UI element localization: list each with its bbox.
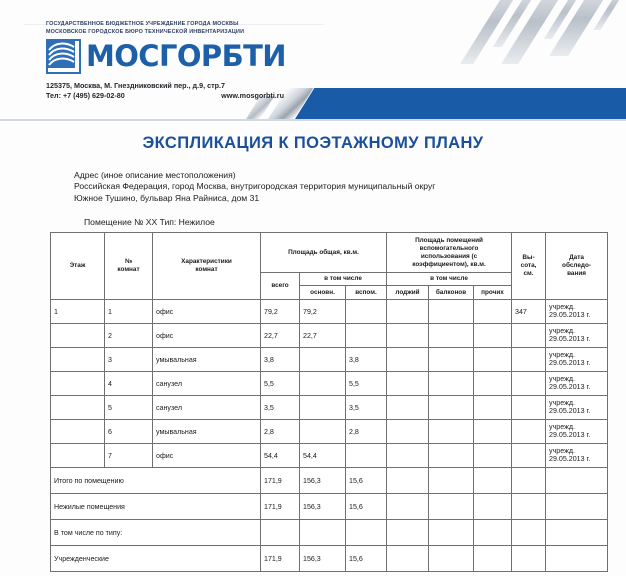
cell-area-all: 22,7 [261, 324, 300, 348]
cell-room-no: 4 [105, 372, 153, 396]
cell-other [474, 520, 512, 546]
survey-date-value: 29.05.2013 г. [549, 382, 591, 391]
cell-area-main [300, 348, 346, 372]
cell-floor [51, 372, 105, 396]
address-caption: Адрес (иное описание местоположения) [74, 170, 236, 180]
col-header-loggias: лоджий [387, 286, 429, 300]
survey-date-type: учрежд. [549, 375, 575, 384]
cell-height [512, 396, 546, 420]
col-header-aux: вспом. [346, 286, 387, 300]
cell-area-all: 3,5 [261, 396, 300, 420]
col-header-characteristics [153, 233, 261, 300]
cell-height [512, 468, 546, 494]
cell-other [474, 372, 512, 396]
cell-other [474, 324, 512, 348]
cell-balconies [429, 300, 474, 324]
cell-room-no: 5 [105, 396, 153, 420]
cell-other [474, 494, 512, 520]
cell-survey-date [546, 468, 608, 494]
cell-room-no: 2 [105, 324, 153, 348]
col-header-room-no-l2: комнат [117, 266, 140, 273]
cell-balconies [429, 372, 474, 396]
col-header-balconies: балконов [429, 286, 474, 300]
col-header-all: всего [261, 273, 300, 300]
cell-other [474, 468, 512, 494]
table-row [51, 396, 608, 420]
col-header-floor: Этаж [51, 233, 105, 300]
col-header-height [512, 233, 546, 300]
contact-phone: Тел: +7 (495) 629-02-80 [46, 91, 125, 100]
cell-floor [51, 444, 105, 468]
cell-other [474, 546, 512, 572]
cell-area-aux: 3,8 [346, 348, 387, 372]
cell-balconies [429, 396, 474, 420]
table-row [51, 372, 608, 396]
cell-area-all: 171,9 [261, 468, 300, 494]
col-header-other: прочих [474, 286, 512, 300]
table-summary-row [51, 468, 608, 494]
cell-room-no: 1 [105, 300, 153, 324]
cell-area-main [300, 396, 346, 420]
blue-banner-bar [295, 88, 626, 119]
cell-floor [51, 396, 105, 420]
cell-survey-date [546, 300, 608, 324]
table-summary-row [51, 494, 608, 520]
cell-summary-label: В том числе по типу: [51, 520, 261, 546]
col-header-survey-date-l2: обследо- [562, 262, 591, 269]
cell-floor [51, 324, 105, 348]
cell-area-main [300, 372, 346, 396]
cell-area-main: 79,2 [300, 300, 346, 324]
cell-survey-date [546, 520, 608, 546]
col-header-characteristics-l1: Характеристики [181, 258, 232, 265]
cell-area-all: 3,8 [261, 348, 300, 372]
address-block [74, 170, 594, 204]
table-row [51, 324, 608, 348]
col-header-survey-date [546, 233, 608, 300]
cell-area-aux: 3,5 [346, 396, 387, 420]
cell-room-no: 7 [105, 444, 153, 468]
cell-area-aux [346, 300, 387, 324]
col-header-total-area: Площадь общая, кв.м. [261, 233, 387, 273]
cell-loggias [387, 300, 429, 324]
cell-height [512, 348, 546, 372]
survey-date-value: 29.05.2013 г. [549, 310, 591, 319]
logo-row [46, 39, 296, 74]
table-row [51, 348, 608, 372]
org-name-line-1: ГОСУДАРСТВЕННОЕ БЮДЖЕТНОЕ УЧРЕЖДЕНИЕ ГОРОДА МОСКВЫ [46, 21, 239, 27]
cell-characteristics: санузел [153, 396, 261, 420]
cell-survey-date [546, 420, 608, 444]
premise-line: Помещение № XX Тип: Нежилое [84, 217, 215, 227]
cell-floor [51, 348, 105, 372]
survey-date-type: учрежд. [549, 399, 575, 408]
survey-date-value: 29.05.2013 г. [549, 454, 591, 463]
cell-area-aux: 2,8 [346, 420, 387, 444]
cell-area-all: 2,8 [261, 420, 300, 444]
cell-characteristics: санузел [153, 372, 261, 396]
cell-area-main: 156,3 [300, 494, 346, 520]
cell-balconies [429, 494, 474, 520]
page-title: ЭКСПЛИКАЦИЯ К ПОЭТАЖНОМУ ПЛАНУ [142, 134, 484, 152]
table-row [51, 300, 608, 324]
cell-loggias [387, 348, 429, 372]
cell-summary-label: Нежилые помещения [51, 494, 261, 520]
cell-loggias [387, 494, 429, 520]
cell-area-aux: 15,6 [346, 468, 387, 494]
cell-survey-date [546, 396, 608, 420]
cell-loggias [387, 324, 429, 348]
cell-loggias [387, 520, 429, 546]
cell-balconies [429, 546, 474, 572]
cell-other [474, 348, 512, 372]
cell-height [512, 372, 546, 396]
cell-loggias [387, 420, 429, 444]
cell-balconies [429, 324, 474, 348]
cell-area-all: 171,9 [261, 494, 300, 520]
cell-area-main: 156,3 [300, 546, 346, 572]
col-header-room-no [105, 233, 153, 300]
explication-table-body [51, 300, 608, 572]
survey-date-value: 29.05.2013 г. [549, 430, 591, 439]
col-header-main: основн. [300, 286, 346, 300]
cell-area-main: 156,3 [300, 468, 346, 494]
cell-area-aux [346, 444, 387, 468]
cell-area-all [261, 520, 300, 546]
cell-other [474, 420, 512, 444]
cell-area-aux: 15,6 [346, 546, 387, 572]
cell-loggias [387, 372, 429, 396]
cell-survey-date [546, 494, 608, 520]
org-name-line-2: МОСКОВСКОЕ ГОРОДСКОЕ БЮРО ТЕХНИЧЕСКОЙ ИНВЕНТАРИЗАЦИИ [46, 29, 245, 35]
cell-characteristics: умывальная [153, 420, 261, 444]
cell-other [474, 444, 512, 468]
cell-floor [51, 420, 105, 444]
cell-loggias [387, 444, 429, 468]
cell-height: 347 [512, 300, 546, 324]
cell-loggias [387, 468, 429, 494]
cell-height [512, 494, 546, 520]
table-row [51, 444, 608, 468]
cell-loggias [387, 546, 429, 572]
cell-height [512, 520, 546, 546]
survey-date-type: учрежд. [549, 303, 575, 312]
col-header-room-no-l1: № [124, 258, 133, 265]
cell-characteristics: умывальная [153, 348, 261, 372]
survey-date-type: учрежд. [549, 351, 575, 360]
cell-survey-date [546, 324, 608, 348]
cell-room-no: 3 [105, 348, 153, 372]
cell-survey-date [546, 372, 608, 396]
cell-height [512, 420, 546, 444]
cell-height [512, 324, 546, 348]
survey-date-value: 29.05.2013 г. [549, 358, 591, 367]
diagonal-stripes-decoration [456, 0, 626, 64]
cell-area-all: 5,5 [261, 372, 300, 396]
cell-summary-label: Учрежденческие [51, 546, 261, 572]
cell-survey-date [546, 444, 608, 468]
col-header-aux-area-l2: вспомогательного [419, 244, 479, 252]
cell-area-aux: 15,6 [346, 494, 387, 520]
survey-date-type: учрежд. [549, 423, 575, 432]
col-header-including-1: в том числе [300, 273, 387, 286]
address-line-1: Российская Федерация, город Москва, внутригородская территория муниципальный округ [74, 181, 436, 192]
cell-balconies [429, 444, 474, 468]
survey-date-value: 29.05.2013 г. [549, 406, 591, 415]
cell-area-main [300, 420, 346, 444]
contact-address: 125375, Москва, М. Гнездниковский пер., д.9, стр.7 [46, 81, 226, 90]
cell-area-main: 54,4 [300, 444, 346, 468]
cell-survey-date [546, 348, 608, 372]
banner-bottom-rule [0, 119, 626, 121]
cell-area-main [300, 520, 346, 546]
col-header-height-l3: см. [523, 270, 534, 277]
wave-lines-icon [46, 39, 81, 74]
col-header-height-l2: сота, [520, 262, 537, 269]
table-summary-row [51, 546, 608, 572]
contact-block [46, 81, 284, 101]
col-header-survey-date-l3: вания [567, 270, 586, 277]
col-header-aux-area [387, 233, 512, 273]
survey-date-type: учрежд. [549, 447, 575, 456]
cell-area-all: 54,4 [261, 444, 300, 468]
cell-loggias [387, 396, 429, 420]
table-header-row-1 [51, 233, 608, 273]
cell-area-aux: 5,5 [346, 372, 387, 396]
brand-wordmark: МОСГОРБТИ [86, 39, 286, 73]
survey-date-value: 29.05.2013 г. [549, 334, 591, 343]
letterhead [46, 20, 296, 101]
cell-characteristics: офис [153, 324, 261, 348]
col-header-survey-date-l1: Дата [569, 254, 584, 261]
cell-area-all: 171,9 [261, 546, 300, 572]
cell-floor: 1 [51, 300, 105, 324]
address-line-2: Южное Тушино, бульвар Яна Райниса, дом 31 [74, 192, 260, 203]
cell-balconies [429, 420, 474, 444]
cell-characteristics: офис [153, 444, 261, 468]
col-header-height-l1: Вы- [522, 254, 535, 261]
cell-height [512, 444, 546, 468]
cell-summary-label: Итого по помещению [51, 468, 261, 494]
cell-balconies [429, 520, 474, 546]
cell-balconies [429, 348, 474, 372]
cell-area-aux [346, 324, 387, 348]
table-row [51, 420, 608, 444]
col-header-characteristics-l2: комнат [195, 266, 218, 273]
cell-area-aux [346, 520, 387, 546]
col-header-aux-area-l3: использования (с [420, 252, 478, 260]
col-header-aux-area-l1: Площадь помещений [415, 236, 483, 244]
cell-characteristics: офис [153, 300, 261, 324]
cell-room-no: 6 [105, 420, 153, 444]
cell-area-all: 79,2 [261, 300, 300, 324]
col-header-including-2: в том числе [387, 273, 512, 286]
explication-table-wrap [50, 232, 591, 572]
survey-date-type: учрежд. [549, 327, 575, 336]
explication-table [50, 232, 608, 572]
cell-balconies [429, 468, 474, 494]
col-header-aux-area-l4: коэффициентом), кв.м. [412, 260, 486, 268]
cell-survey-date [546, 546, 608, 572]
cell-other [474, 396, 512, 420]
cell-area-main: 22,7 [300, 324, 346, 348]
table-summary-row [51, 520, 608, 546]
cell-height [512, 546, 546, 572]
cell-other [474, 300, 512, 324]
contact-website: www.mosgorbti.ru [221, 91, 284, 100]
